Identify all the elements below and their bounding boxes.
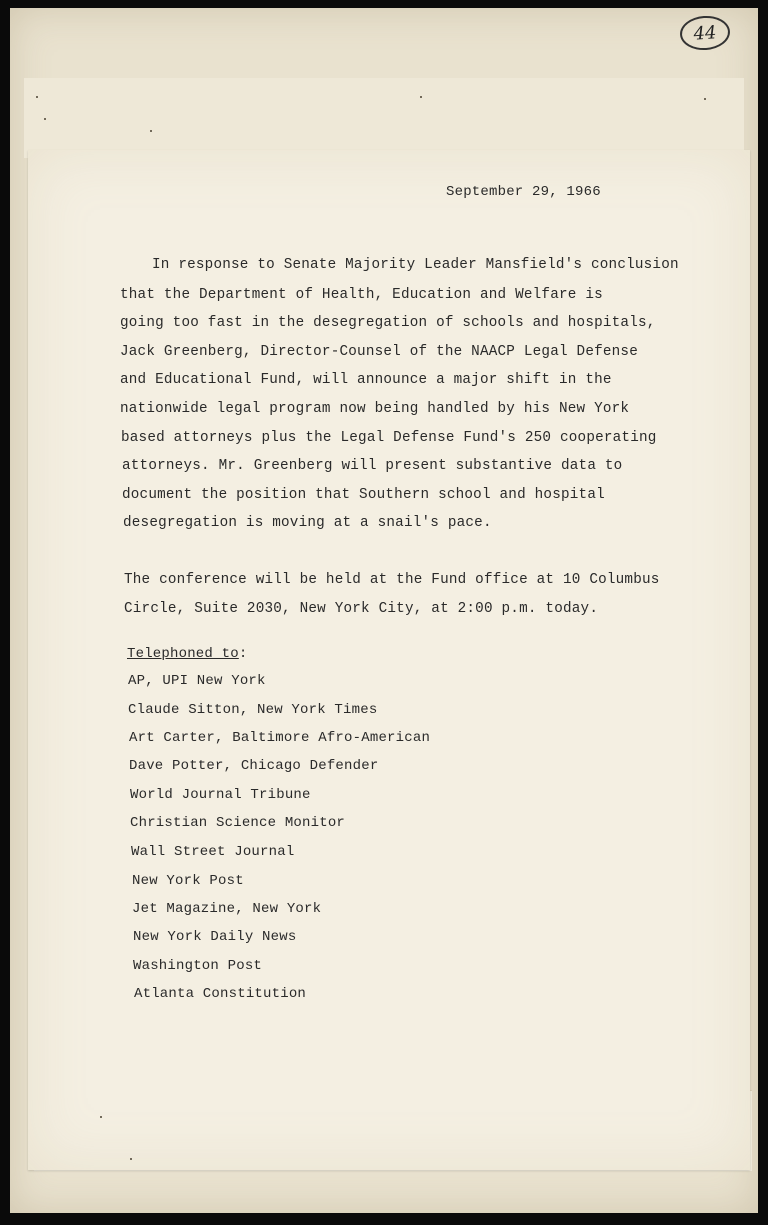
recipient-item: Wall Street Journal <box>131 844 295 860</box>
recipient-item: Dave Potter, Chicago Defender <box>129 758 379 774</box>
speck <box>44 118 46 120</box>
speck <box>420 96 422 98</box>
recipient-item: Claude Sitton, New York Times <box>128 702 378 718</box>
paragraph-1-line: Jack Greenberg, Director-Counsel of the NAACP Legal Defense <box>120 344 638 360</box>
folio-number: 44 <box>679 14 731 51</box>
telephoned-heading-colon: : <box>238 646 248 662</box>
speck <box>704 98 706 100</box>
recipient-item: New York Daily News <box>133 929 297 945</box>
recipient-item: Jet Magazine, New York <box>132 901 322 917</box>
paragraph-1-line: based attorneys plus the Legal Defense Fund's 250 cooperating <box>121 430 657 446</box>
speck <box>130 1158 132 1160</box>
recipient-item: AP, UPI New York <box>128 673 266 689</box>
paragraph-1-line: desegregation is moving at a snail's pace. <box>123 515 492 531</box>
recipient-item: Atlanta Constitution <box>134 986 307 1002</box>
paragraph-1-line: nationwide legal program now being handled by his New York <box>120 401 630 417</box>
speck <box>150 130 152 132</box>
paragraph-1-line: and Educational Fund, will announce a major shift in the <box>120 372 612 388</box>
speck <box>36 96 38 98</box>
paragraph-1-line: attorneys. Mr. Greenberg will present substantive data to <box>122 458 623 474</box>
recipient-item: Washington Post <box>133 958 263 974</box>
paragraph-1-line: document the position that Southern school and hospital <box>122 487 605 503</box>
recipient-item: Christian Science Monitor <box>130 815 346 831</box>
telephoned-heading-text: Telephoned to <box>127 646 239 662</box>
paragraph-1-line: going too fast in the desegregation of schools and hospitals, <box>120 315 656 331</box>
upper-sheet-edge <box>24 78 744 158</box>
telephoned-heading <box>127 646 247 662</box>
recipient-item: Art Carter, Baltimore Afro-American <box>129 730 431 746</box>
recipient-item: World Journal Tribune <box>130 787 311 803</box>
paragraph-2-line: Circle, Suite 2030, New York City, at 2:00 p.m. today. <box>124 601 599 617</box>
letter-date: September 29, 1966 <box>446 184 601 200</box>
paragraph-1-line: that the Department of Health, Education and Welfare is <box>120 287 603 303</box>
recipient-item: New York Post <box>132 873 244 889</box>
paragraph-1-line: In response to Senate Majority Leader Mansfield's conclusion <box>152 257 679 273</box>
speck <box>100 1116 102 1118</box>
paragraph-2-line: The conference will be held at the Fund office at 10 Columbus <box>124 572 660 588</box>
